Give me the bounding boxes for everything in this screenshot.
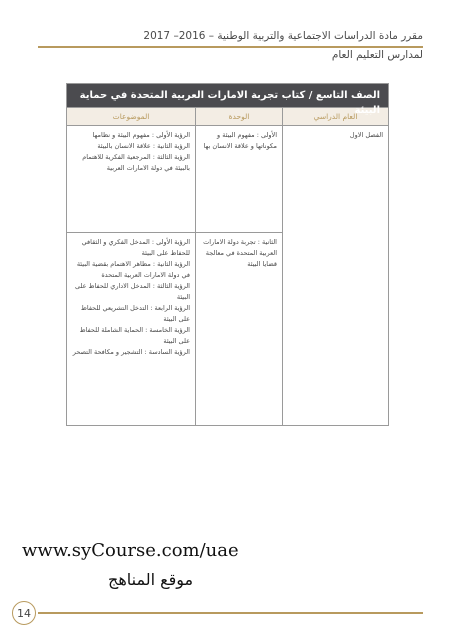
column-header-term: العام الدراسي — [313, 112, 358, 121]
topics-column — [67, 126, 195, 425]
header-divider — [38, 46, 423, 48]
column-header-unit: الوحدة — [195, 108, 283, 125]
topics-cell — [67, 233, 195, 425]
topic-item: الرؤية الثالثة : المدخل الاداري للحفاظ على البيئة — [75, 282, 190, 301]
table-header-row — [67, 107, 388, 125]
column-header-topics: الموضوعات — [112, 112, 150, 121]
topics-cell — [67, 126, 195, 233]
page-number-badge: 14 — [12, 601, 36, 625]
document-header-subtitle: لمدارس التعليم العام — [331, 49, 423, 61]
topic-item: الرؤية الأولى : مفهوم البيئة و نظامها — [92, 131, 190, 139]
topic-item: الرؤية الخامسة : الحماية الشاملة للحفاظ على البيئة — [79, 326, 190, 345]
topic-item: الرؤية السادسة : التشجير و مكافحة التصحر — [72, 348, 190, 356]
footer-divider — [38, 612, 423, 614]
unit-cell: الأولى : مفهوم البيئة و مكوناتها و علاقة الانسان بها — [196, 126, 282, 233]
topic-item: الرؤية الثالثة : المرجعية الفكرية للاهتمام بالبيئة في دولة الامارات العربية — [82, 153, 190, 172]
unit-column — [195, 126, 283, 425]
term-cell: الفصل الاول — [349, 131, 383, 139]
unit-cell: الثانية : تجربة دولة الامارات العربية المتحدة في معالجة قضايا البيئة — [203, 238, 277, 268]
topic-item: الرؤية الثانية : مظاهر الاهتمام بقضية البيئة في دولة الامارات العربية المتحدة — [76, 260, 190, 279]
topic-item: الرؤية الأولى : المدخل الفكري و الثقافي للحفاظ على البيئة — [81, 238, 190, 257]
topic-item: الرؤية الثانية : علاقة الانسان بالبيئة — [97, 142, 190, 150]
website-url[interactable]: www.syCourse.com/uae — [22, 540, 239, 561]
curriculum-table — [66, 83, 389, 426]
topic-item: الرؤية الرابعة : التدخل التشريعي للحفاظ على البيئة — [80, 304, 190, 323]
table-caption: الصف التاسع / كتاب تجربة الامارات العربية المتحدة في حماية البيئة — [67, 84, 388, 107]
table-body — [67, 125, 388, 425]
term-column — [283, 126, 388, 425]
site-name: موقع المناهج — [108, 570, 194, 589]
document-header-title: مقرر مادة الدراسات الاجتماعية والتربية الوطنية – 2016– 2017 — [143, 30, 423, 42]
